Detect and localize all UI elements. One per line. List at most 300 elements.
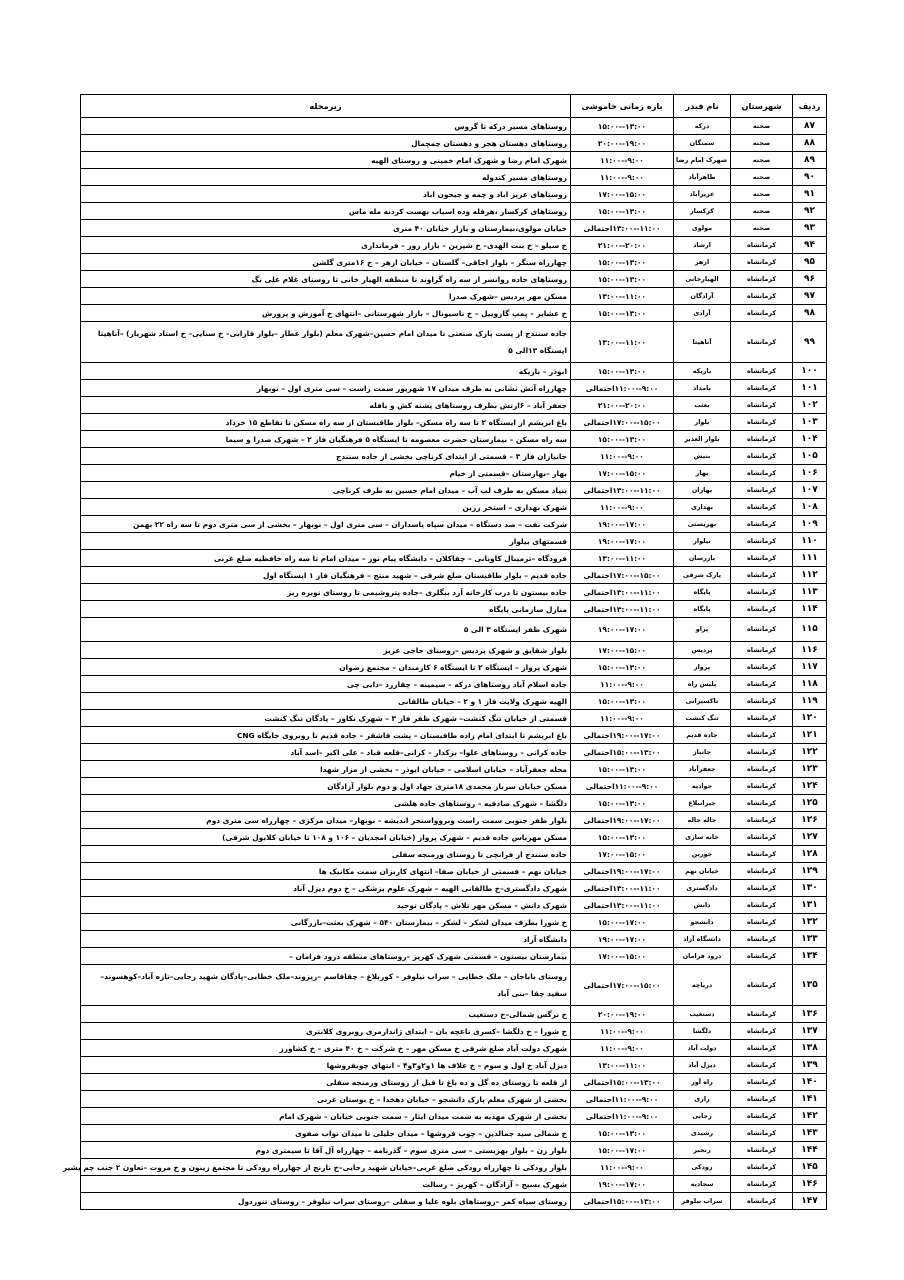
row-number-cell: ۱۱۲ <box>793 567 827 584</box>
feeder-name-cell: طاهرآباد <box>674 169 731 186</box>
outage-time-cell: ۱۱:۰۰--۱۳:۰۰ <box>571 288 674 305</box>
sub-district-cell: روستاهای دهستان هجر و دهستان چمچمال <box>81 135 571 152</box>
sub-district-cell: خ شمالی سید جمالدین – چوب فروشها – میدان جلیلی تا میدان نواب صفوی <box>81 1125 571 1142</box>
city-cell: کرمانشاه <box>731 880 793 897</box>
table-row <box>81 118 827 135</box>
feeder-name-cell: الهیارخانی <box>674 271 731 288</box>
feeder-name-cell: پلیس راه <box>674 676 731 693</box>
row-number-cell: ۱۰۷ <box>793 482 827 499</box>
city-cell: کرمانشاه <box>731 761 793 778</box>
feeder-name-cell: تنگ کنشت <box>674 710 731 727</box>
table-row <box>81 1193 827 1210</box>
city-cell: کرمانشاه <box>731 1159 793 1176</box>
sub-district-cell: جانبازان فاز ۳ – قسمتی از ابتدای کرناچی بخشی از جاده سنندج <box>81 448 571 465</box>
row-number-cell: ۹۲ <box>793 203 827 220</box>
table-row <box>81 1125 827 1142</box>
header-feeder-name: نام فیدر <box>674 95 731 118</box>
outage-time-cell: ۹:۰۰--۱۱:۰۰ <box>571 448 674 465</box>
outage-time-cell: ۱۳:۰۰--۱۵:۰۰ <box>571 271 674 288</box>
city-cell: کرمانشاه <box>731 1074 793 1091</box>
feeder-name-cell: پرواز <box>674 659 731 676</box>
sub-district-cell: شرکت نفت – صد دستگاه – میدان سپاه پاسداران – سی متری اول – نوبهار – بخشی از سی متری دوم تا سه راه ۲۲ بهمن <box>81 516 571 533</box>
table-row <box>81 431 827 448</box>
feeder-name-cell: بهاران <box>674 482 731 499</box>
table-row <box>81 642 827 659</box>
row-number-cell: ۱۲۸ <box>793 846 827 863</box>
city-cell: کرمانشاه <box>731 618 793 642</box>
city-cell: کرمانشاه <box>731 744 793 761</box>
row-number-cell: ۱۱۵ <box>793 618 827 642</box>
row-number-cell: ۱۲۷ <box>793 829 827 846</box>
row-number-cell: ۹۳ <box>793 220 827 237</box>
sub-district-cell: بهار –بهارستان –قسمتی از خیام <box>81 465 571 482</box>
row-number-cell: ۱۰۸ <box>793 499 827 516</box>
sub-district-cell: از قلعه تا روستای ده گل و ده باغ تا قبل از روستای ورمنجه سفلی <box>81 1074 571 1091</box>
row-number-cell: ۱۲۶ <box>793 812 827 829</box>
table-row <box>81 948 827 965</box>
city-cell: کرمانشاه <box>731 829 793 846</box>
city-cell: کرمانشاه <box>731 1040 793 1057</box>
outage-time-cell: ۹:۰۰--۱۱:۰۰احتمالی <box>571 778 674 795</box>
sub-district-cell: روستای باباجان – ملک خطایی – سراب نیلوفر – کوربلاغ – چقاقاسم –ریزوند–ملک خطابی–پادگان شهید رجایی–تازه آباد–کوهسوند–سفید چقا –بنی آباد <box>81 965 571 1006</box>
feeder-name-cell: پایگاه <box>674 584 731 601</box>
outage-time-cell: ۱۵:۰۰--۱۷:۰۰احتمالی <box>571 965 674 1006</box>
feeder-name-cell: آناهیتا <box>674 322 731 363</box>
table-row <box>81 288 827 305</box>
outage-time-cell: ۱۷:۰۰--۱۵:۰۰ <box>571 914 674 931</box>
city-cell: کرمانشاه <box>731 1176 793 1193</box>
outage-time-cell: ۱۷:۰۰--۱۹:۰۰ <box>571 533 674 550</box>
table-row <box>81 727 827 744</box>
sub-district-cell: دلگشا – شهرک صادقیه – روستاهای جاده هلشی <box>81 795 571 812</box>
sub-district-cell: ابوذر – باریکه <box>81 363 571 380</box>
row-number-cell: ۹۰ <box>793 169 827 186</box>
feeder-name-cell: سجادیه <box>674 1176 731 1193</box>
table-row <box>81 516 827 533</box>
outage-time-cell: ۱۷:۰۰--۱۹:۰۰احتمالی <box>571 812 674 829</box>
feeder-name-cell: جاله جاله <box>674 812 731 829</box>
feeder-name-cell: عزیزآباد <box>674 186 731 203</box>
city-cell: کرمانشاه <box>731 1193 793 1210</box>
feeder-name-cell: دانش <box>674 897 731 914</box>
outage-time-cell: ۱۱:۰۰--۱۳:۰۰ <box>571 322 674 363</box>
table-row <box>81 1074 827 1091</box>
city-cell: کرمانشاه <box>731 499 793 516</box>
outage-time-cell: ۱۱:۰۰--۱۳:۰۰احتمالی <box>571 880 674 897</box>
outage-time-cell: ۱۷:۰۰--۱۹:۰۰احتمالی <box>571 727 674 744</box>
row-number-cell: ۱۱۷ <box>793 659 827 676</box>
feeder-name-cell: دلگشا <box>674 1023 731 1040</box>
city-cell: کرمانشاه <box>731 846 793 863</box>
city-cell: صحنه <box>731 118 793 135</box>
outage-time-cell: ۱۱:۰۰--۱۳:۰۰احتمالی <box>571 482 674 499</box>
outage-time-cell: ۱۷:۰۰--۱۹:۰۰احتمالی <box>571 863 674 880</box>
feeder-name-cell: سراب نیلوفر <box>674 1193 731 1210</box>
outage-time-cell: ۹:۰۰--۱۱:۰۰ <box>571 1159 674 1176</box>
header-outage-time-range: بازه زمانی خاموشی <box>571 95 674 118</box>
table-row <box>81 1159 827 1176</box>
sub-district-cell: بنیاد مسکن به طرف لب آب – میدان امام حسین به طرف کرناچی <box>81 482 571 499</box>
outage-time-cell: ۱۳:۰۰--۱۵:۰۰احتمالی <box>571 1074 674 1091</box>
table-row <box>81 965 827 1006</box>
table-row <box>81 659 827 676</box>
table-row <box>81 203 827 220</box>
sub-district-cell: شهرک بهداری – استخر زرین <box>81 499 571 516</box>
header-row <box>81 95 827 118</box>
sub-district-cell: فرودگاه –ترمینال کاویانی – چقاکلان – دانشگاه پیام نور – میدان امام تا سه راه حافظیه ضلع غربی <box>81 550 571 567</box>
city-cell: کرمانشاه <box>731 465 793 482</box>
sub-district-cell: باغ ابریشم تا ابتدای امام زاده طاقبستان – پشت قاشقر – جاده قدیم تا روبروی جایگاه CNG <box>81 727 571 744</box>
row-number-cell: ۱۳۸ <box>793 1040 827 1057</box>
table-row <box>81 135 827 152</box>
outage-time-cell: ۱۳:۰۰--۱۵:۰۰ <box>571 363 674 380</box>
row-number-cell: ۱۴۳ <box>793 1125 827 1142</box>
row-number-cell: ۱۲۲ <box>793 744 827 761</box>
city-cell: کرمانشاه <box>731 414 793 431</box>
outage-time-cell: ۹:۰۰--۱۱:۰۰ <box>571 169 674 186</box>
feeder-name-cell: درود فرامان <box>674 948 731 965</box>
city-cell: کرمانشاه <box>731 948 793 965</box>
outage-time-cell: ۹:۰۰--۱۱:۰۰ <box>571 710 674 727</box>
outage-time-cell: ۱۳:۰۰--۱۵:۰۰ <box>571 659 674 676</box>
row-number-cell: ۱۱۰ <box>793 533 827 550</box>
sub-district-cell: جاده کرانی – روستاهای علوا– بزکدار – کرانی–قلعه قباد – علی اکبر –اسد آباد <box>81 744 571 761</box>
table-header <box>81 95 827 118</box>
row-number-cell: ۱۳۳ <box>793 931 827 948</box>
row-number-cell: ۸۹ <box>793 152 827 169</box>
header-city: شهرستان <box>731 95 793 118</box>
outage-time-cell: ۱۹:۰۰--۲۰:۰۰ <box>571 1006 674 1023</box>
city-cell: کرمانشاه <box>731 567 793 584</box>
table-row <box>81 567 827 584</box>
feeder-name-cell: ازهر <box>674 254 731 271</box>
sub-district-cell: خ شورا بطرف میدان لشکر – لشکر – بیمارستان ۵۴۰ – شهرک بعثت–بازرگانی <box>81 914 571 931</box>
row-number-cell: ۱۱۱ <box>793 550 827 567</box>
table-row <box>81 271 827 288</box>
row-number-cell: ۱۰۹ <box>793 516 827 533</box>
outage-time-cell: ۱۳:۰۰--۱۵:۰۰ <box>571 118 674 135</box>
row-number-cell: ۹۱ <box>793 186 827 203</box>
sub-district-cell: جاده بیستون تا درب کارخانه آرد بیگلری –جاده پتروشیمی تا روستای نوبره ریز <box>81 584 571 601</box>
feeder-name-cell: آزادی <box>674 305 731 322</box>
feeder-name-cell: بازرسان <box>674 550 731 567</box>
feeder-name-cell: خیابان نهم <box>674 863 731 880</box>
city-cell: کرمانشاه <box>731 795 793 812</box>
sub-district-cell: دیزل آباد خ اول و سوم – خ علاف ها ۱و۲و۳و۴ – انتهای چوبفروشها <box>81 1057 571 1074</box>
feeder-name-cell: خورین <box>674 846 731 863</box>
outage-time-cell: ۱۷:۰۰--۱۹:۰۰ <box>571 1176 674 1193</box>
outage-time-cell: ۱۳:۰۰--۱۵:۰۰ <box>571 795 674 812</box>
city-cell: کرمانشاه <box>731 897 793 914</box>
row-number-cell: ۹۷ <box>793 288 827 305</box>
row-number-cell: ۱۲۵ <box>793 795 827 812</box>
city-cell: کرمانشاه <box>731 778 793 795</box>
table-row <box>81 812 827 829</box>
table-row <box>81 676 827 693</box>
city-cell: کرمانشاه <box>731 1142 793 1159</box>
city-cell: کرمانشاه <box>731 322 793 363</box>
sub-district-cell: جاده قدیم – بلوار طاقبستان ضلع شرقی – شهید منتج – فرهنگیان فاز ۱ ایستگاه اول <box>81 567 571 584</box>
table-row <box>81 693 827 710</box>
sub-district-cell: روستاهای عزیز اباد و چمه و جیحون اباد <box>81 186 571 203</box>
table-row <box>81 1091 827 1108</box>
row-number-cell: ۱۳۴ <box>793 948 827 965</box>
row-number-cell: ۸۷ <box>793 118 827 135</box>
table-row <box>81 465 827 482</box>
row-number-cell: ۱۳۷ <box>793 1023 827 1040</box>
feeder-name-cell: پراو <box>674 618 731 642</box>
sub-district-cell: باغ ابریشم از ایستگاه ۲ تا سه راه مسکن– بلوار طاقبستان از سه راه مسکن تا تقاطع ۱۵ خرداد <box>81 414 571 431</box>
sub-district-cell: شهرک دولت آباد ضلع شرقی خ مسکن مهر – خ شرکت – خ ۴۰ متری – خ کشاورز <box>81 1040 571 1057</box>
city-cell: کرمانشاه <box>731 482 793 499</box>
row-number-cell: ۱۰۳ <box>793 414 827 431</box>
city-cell: کرمانشاه <box>731 380 793 397</box>
row-number-cell: ۱۴۶ <box>793 1176 827 1193</box>
table-row <box>81 761 827 778</box>
city-cell: کرمانشاه <box>731 710 793 727</box>
feeder-name-cell: آزادگان <box>674 288 731 305</box>
feeder-name-cell: جعفرآباد <box>674 761 731 778</box>
table-row <box>81 863 827 880</box>
city-cell: کرمانشاه <box>731 431 793 448</box>
outage-time-cell: ۱۱:۰۰--۱۳:۰۰احتمالی <box>571 601 674 618</box>
city-cell: کرمانشاه <box>731 448 793 465</box>
table-row <box>81 550 827 567</box>
outage-time-cell: ۱۳:۰۰--۱۵:۰۰ <box>571 431 674 448</box>
table-row <box>81 152 827 169</box>
feeder-name-cell: رشیدی <box>674 1125 731 1142</box>
outage-time-cell: ۱۵:۰۰--۱۷:۰۰ <box>571 465 674 482</box>
outage-time-cell: ۱۱:۰۰--۱۳:۰۰احتمالی <box>571 897 674 914</box>
row-number-cell: ۱۰۰ <box>793 363 827 380</box>
sub-district-cell: بیمارستان بیستون – قسمتی شهرک کهریز –روستاهای منطقه درود فرامان – <box>81 948 571 965</box>
city-cell: کرمانشاه <box>731 550 793 567</box>
outage-time-cell: ۱۵:۰۰--۱۷:۰۰احتمالی <box>571 414 674 431</box>
sub-district-cell: بخشی از شهرک معلم پارک دانشجو – خیابان دهخدا – خ بوستان غربی <box>81 1091 571 1108</box>
city-cell: کرمانشاه <box>731 237 793 254</box>
city-cell: کرمانشاه <box>731 914 793 931</box>
city-cell: کرمانشاه <box>731 812 793 829</box>
sub-district-cell: روستاهای جاده روانسر از سه راه گراوند تا منطقه الهیار خانی تا روستای غلام علی بگ <box>81 271 571 288</box>
sub-district-cell: خ نرگس شمالی–خ دستغیب <box>81 1006 571 1023</box>
feeder-name-cell: جیرانبلاغ <box>674 795 731 812</box>
table-row <box>81 237 827 254</box>
table-row <box>81 448 827 465</box>
outage-time-cell: ۱۹:۰۰--۲۰:۰۰ <box>571 135 674 152</box>
sub-district-cell: مسکن مهر پردیس –شهرک صدرا <box>81 288 571 305</box>
sub-district-cell: روستاهای مسیر کندوله <box>81 169 571 186</box>
table-row <box>81 846 827 863</box>
sub-district-cell: دانشگاه آزاد <box>81 931 571 948</box>
row-number-cell: ۱۰۴ <box>793 431 827 448</box>
outage-time-cell: ۱۱:۰۰--۱۳:۰۰احتمالی <box>571 584 674 601</box>
row-number-cell: ۱۱۹ <box>793 693 827 710</box>
row-number-cell: ۹۶ <box>793 271 827 288</box>
outage-time-cell: ۱۱:۰۰--۱۳:۰۰ <box>571 550 674 567</box>
table-row <box>81 1040 827 1057</box>
row-number-cell: ۹۹ <box>793 322 827 363</box>
city-cell: کرمانشاه <box>731 363 793 380</box>
row-number-cell: ۱۱۳ <box>793 584 827 601</box>
outage-time-cell: ۱۳:۰۰--۱۵:۰۰ <box>571 829 674 846</box>
city-cell: کرمانشاه <box>731 1057 793 1074</box>
table-row <box>81 1057 827 1074</box>
outage-schedule-table <box>62 94 827 1210</box>
city-cell: کرمانشاه <box>731 965 793 1006</box>
city-cell: کرمانشاه <box>731 516 793 533</box>
feeder-name-cell: رازی <box>674 1091 731 1108</box>
row-number-cell: ۸۸ <box>793 135 827 152</box>
outage-time-cell: ۹:۰۰--۱۱:۰۰احتمالی <box>571 1091 674 1108</box>
row-number-cell: ۱۱۸ <box>793 676 827 693</box>
table-row <box>81 897 827 914</box>
sub-district-cell: بلوار شقایق و شهرک پردیس –روستای حاجی عزیز <box>81 642 571 659</box>
table-row <box>81 1176 827 1193</box>
row-number-cell: ۱۳۱ <box>793 897 827 914</box>
feeder-name-cell: جانباز <box>674 744 731 761</box>
feeder-name-cell: بلوار <box>674 414 731 431</box>
table-row <box>81 499 827 516</box>
table-row <box>81 482 827 499</box>
sub-district-cell: مسکن مهرباس جاده قدیم – شهرک پرواز (خیابان امجدیان – ۱۰۶ و ۱۰۸ تا خیابان کلابول شرقی) <box>81 829 571 846</box>
feeder-name-cell: راه آور <box>674 1074 731 1091</box>
feeder-name-cell: بهزیستی <box>674 516 731 533</box>
city-cell: کرمانشاه <box>731 305 793 322</box>
city-cell: کرمانشاه <box>731 288 793 305</box>
city-cell: کرمانشاه <box>731 693 793 710</box>
sub-district-cell: روستاهای مسیر درکه تا گروس <box>81 118 571 135</box>
row-number-cell: ۹۸ <box>793 305 827 322</box>
outage-time-cell: ۱۵:۰۰--۱۷:۰۰ <box>571 948 674 965</box>
sub-district-cell: شهرک بسیج – آزادگان – کهریز – رسالت <box>81 1176 571 1193</box>
city-cell: کرمانشاه <box>731 727 793 744</box>
sub-district-cell: جعفر آباد – ۶ارتش بطرف روستاهای پشته کش و بافله <box>81 397 571 414</box>
feeder-name-cell: دانشجو <box>674 914 731 931</box>
city-cell: کرمانشاه <box>731 254 793 271</box>
table-row <box>81 186 827 203</box>
header-row-number: ردیف <box>793 95 827 118</box>
feeder-name-cell: دستغیب <box>674 1006 731 1023</box>
feeder-name-cell: جوادیه <box>674 778 731 795</box>
sub-district-cell: الهیه شهرک ولایت فاز ۱ و ۲ – خیابان طالقانی <box>81 693 571 710</box>
city-cell: کرمانشاه <box>731 1091 793 1108</box>
outage-time-cell: ۱۳:۰۰--۱۵:۰۰ <box>571 203 674 220</box>
outage-time-cell: ۱۷:۰۰--۱۹:۰۰ <box>571 516 674 533</box>
outage-time-cell: ۱۳:۰۰--۱۵:۰۰ <box>571 305 674 322</box>
table-row <box>81 1023 827 1040</box>
table-row <box>81 169 827 186</box>
row-number-cell: ۹۵ <box>793 254 827 271</box>
sub-district-cell: بخشی از شهرک مهدیه به سمت میدان ایثار – سمت جنوبی خیابان – شهرک امام <box>81 1108 571 1125</box>
table-row <box>81 363 827 380</box>
row-number-cell: ۱۴۵ <box>793 1159 827 1176</box>
row-number-cell: ۱۲۰ <box>793 710 827 727</box>
outage-time-cell: ۹:۰۰--۱۱:۰۰ <box>571 499 674 516</box>
table-row <box>81 380 827 397</box>
row-number-cell: ۱۳۶ <box>793 1006 827 1023</box>
feeder-name-cell: مولوی <box>674 220 731 237</box>
row-number-cell: ۱۱۴ <box>793 601 827 618</box>
feeder-name-cell: ارشاد <box>674 237 731 254</box>
table-row <box>81 914 827 931</box>
table-body <box>62 118 827 1210</box>
outage-time-cell: ۱۷:۰۰--۱۹:۰۰ <box>571 618 674 642</box>
outage-schedule-sheet <box>62 94 826 1210</box>
table-row <box>81 744 827 761</box>
table-row <box>81 533 827 550</box>
sub-district-cell: روستاهای کرکسار ،هرفله وده اسیاب بهست کردنه مله ماس <box>81 203 571 220</box>
sub-district-cell: شهرک دادگستری–خ طالقانی الهیه – شهرک علوم پزشکی – خ دوم دیزل آباد <box>81 880 571 897</box>
sub-district-cell: جاده سنندج از پست پارک صنعتی تا میدان امام حسین–شهرک معلم (بلوار عطار –بلوار فارابی– خ سنایی– خ استاد شهریار) –آناهیتا ایستگاه ۱۳الی ۵ <box>81 322 571 363</box>
row-number-cell: ۱۳۹ <box>793 1057 827 1074</box>
sub-district-cell: خ شورا – خ دلگشا –کسری تاغچه بان – ابتدای ژاندارمری روبروی کلانتری <box>81 1023 571 1040</box>
row-number-cell: ۱۳۲ <box>793 914 827 931</box>
feeder-name-cell: پارک شرقی <box>674 567 731 584</box>
table-row <box>81 220 827 237</box>
row-number-cell: ۱۴۲ <box>793 1108 827 1125</box>
feeder-name-cell: کرکسار <box>674 203 731 220</box>
sub-district-cell: سه راه مسکن – بیمارستان حضرت معصومه تا ایستگاه ۵ فرهنگیان فاز ۲ – شهرک صدرا و سیما <box>81 431 571 448</box>
feeder-name-cell: درکه <box>674 118 731 135</box>
city-cell: کرمانشاه <box>731 931 793 948</box>
outage-time-cell: ۱۵:۰۰--۱۷:۰۰ <box>571 186 674 203</box>
feeder-name-cell: شهرک امام رضا <box>674 152 731 169</box>
table-row <box>81 254 827 271</box>
row-number-cell: ۱۴۰ <box>793 1074 827 1091</box>
row-number-cell: ۹۴ <box>793 237 827 254</box>
outage-time-cell: ۱۳:۰۰--۱۵:۰۰ <box>571 761 674 778</box>
row-number-cell: ۱۲۹ <box>793 863 827 880</box>
city-cell: کرمانشاه <box>731 1023 793 1040</box>
outage-time-cell: ۹:۰۰--۱۱:۰۰احتمالی <box>571 1108 674 1125</box>
outage-time-cell: ۹:۰۰--۱۱:۰۰ <box>571 152 674 169</box>
row-number-cell: ۱۴۱ <box>793 1091 827 1108</box>
row-number-cell: ۱۲۱ <box>793 727 827 744</box>
outage-time-cell: ۹:۰۰--۱۱:۰۰احتمالی <box>571 380 674 397</box>
sub-district-cell: خیابان نهم – قسمتی از خیابان صفا– انتهای کاربزان سمت مکانیک ها <box>81 863 571 880</box>
row-number-cell: ۱۳۵ <box>793 965 827 1006</box>
city-cell: کرمانشاه <box>731 863 793 880</box>
feeder-name-cell: پایگاه <box>674 601 731 618</box>
city-cell: صحنه <box>731 169 793 186</box>
sub-district-cell: چهارراه سنگر – بلوار اجاقی– گلستان – خیابان ازهر – خ ۱۶متری گلشن <box>81 254 571 271</box>
feeder-name-cell: بهار <box>674 465 731 482</box>
row-number-cell: ۱۰۶ <box>793 465 827 482</box>
feeder-name-cell: دادگستری <box>674 880 731 897</box>
table-row <box>81 1142 827 1159</box>
outage-time-cell: ۱۳:۰۰--۱۵:۰۰احتمالی <box>571 1193 674 1210</box>
city-cell: صحنه <box>731 135 793 152</box>
feeder-name-cell: دریاچه <box>674 965 731 1006</box>
feeder-name-cell: بعثت <box>674 397 731 414</box>
row-number-cell: ۱۲۳ <box>793 761 827 778</box>
table-row <box>81 618 827 642</box>
city-cell: کرمانشاه <box>731 642 793 659</box>
sub-district-cell: شهرک ظفر ایستگاه ۳ الی ۵ <box>81 618 571 642</box>
city-cell: کرمانشاه <box>731 1108 793 1125</box>
row-number-cell: ۱۳۰ <box>793 880 827 897</box>
row-number-cell: ۱۰۲ <box>793 397 827 414</box>
feeder-name-cell: دیزل آباد <box>674 1057 731 1074</box>
table-row <box>81 322 827 363</box>
feeder-name-cell: بهداری <box>674 499 731 516</box>
sub-district-cell: خ عشایر – پمپ گازوییل – خ ناسیونال – بازار شهرستانی –انتهای خ آموزش و پرورش <box>81 305 571 322</box>
sub-district-cell: مسکن خیابان سرباز محمدی ۱۸متری جهاد اول و دوم بلوار آزادگان <box>81 778 571 795</box>
sub-district-cell: قسمتهای بیلوار <box>81 533 571 550</box>
sub-district-cell: قسمتی از خیابان تنگ کنشت– شهرک ظفر فاز ۳ – شهرک نکاور – پادگان تنگ کنشت <box>81 710 571 727</box>
feeder-name-cell: خانه سازی <box>674 829 731 846</box>
feeder-name-cell: بامداد <box>674 380 731 397</box>
